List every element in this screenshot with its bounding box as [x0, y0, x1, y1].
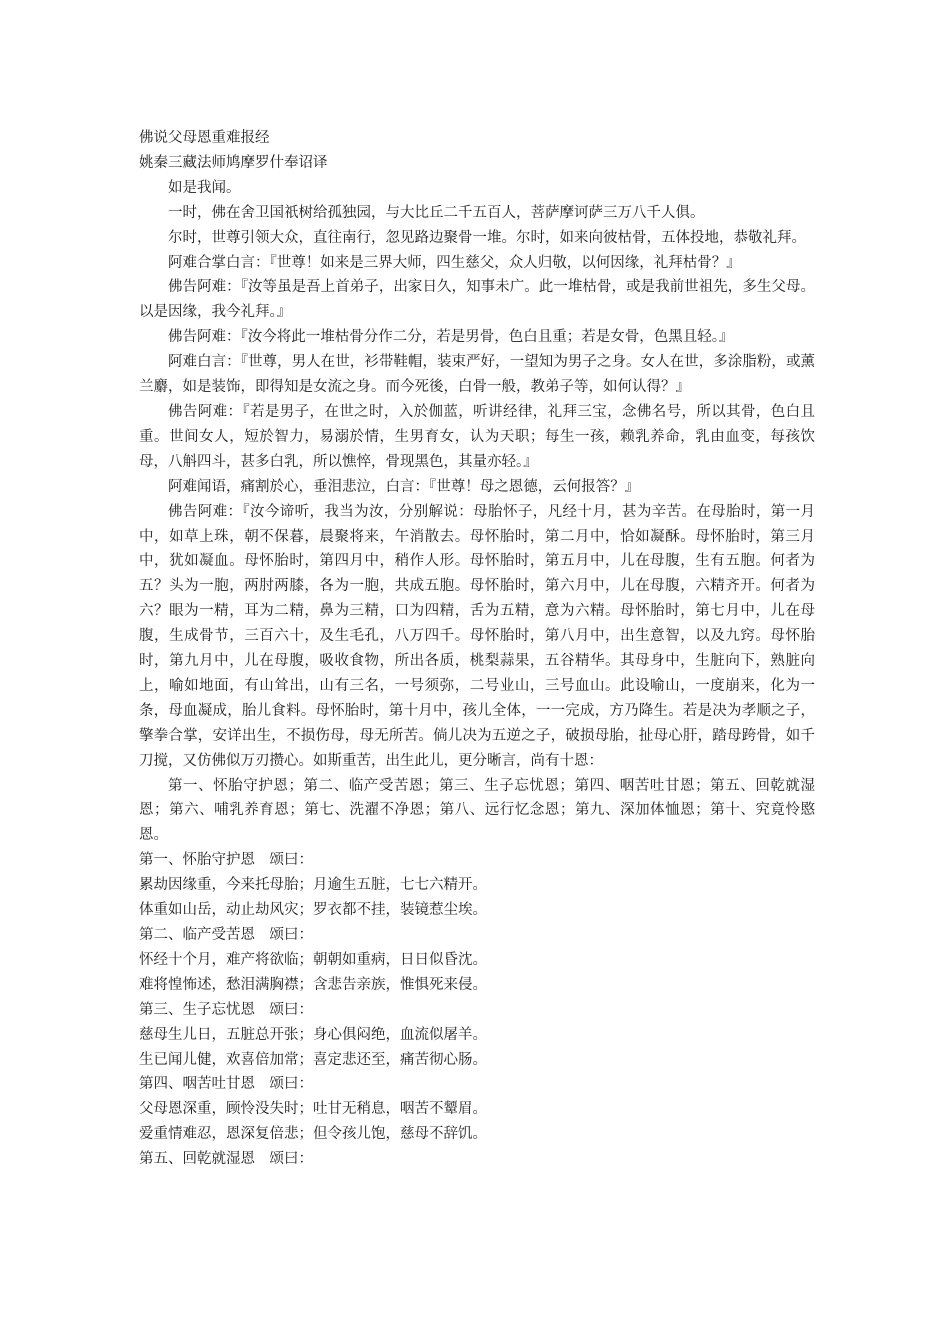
verse-line: 累劫因缘重，今来托母胎；月逾生五脏，七七六精开。: [139, 877, 487, 894]
translator-line: 姚秦三藏法师鸠摩罗什奉诏译: [139, 154, 328, 171]
paragraph: 尔时，世尊引领大众，直往南行，忽见路边聚骨一堆。尔时，如来向彼枯骨，五体投地，恭敬礼拜。: [168, 229, 806, 246]
paragraph: 阿难闻语，痛割於心，垂泪悲泣，白言：『世尊！母之恩德，云何报答？』: [168, 478, 640, 495]
paragraph: 阿难白言：『世尊，男人在世，衫带鞋帽，装束严好，一望知为男子之身。女人在世，多涂脂粉，或薰兰麝，如是装饰，即得知是女流之身。而今死後，白骨一般，教弟子等，如何认得？』: [139, 354, 815, 396]
verse-line: 生已闻儿健，欢喜倍加常；喜定悲还至，痛苦彻心肠。: [139, 1051, 487, 1068]
verse-heading: 第一、怀胎守护恩 颂曰：: [139, 852, 313, 869]
paragraph: 一时，佛在舍卫国祇树给孤独园，与大比丘二千五百人，菩萨摩诃萨三万八千人俱。: [168, 204, 705, 221]
verse-line: 爱重情难忍，恩深复倍悲；但令孩儿饱，慈母不辞饥。: [139, 1126, 487, 1143]
document-title: 佛说父母恩重难报经: [139, 130, 270, 146]
document-page: [139, 126, 815, 1172]
paragraph: 阿难合掌白言：『世尊！如来是三界大师，四生慈父，众人归敬，以何因缘，礼拜枯骨？』: [168, 254, 741, 271]
verse-heading: 第三、生子忘忧恩 颂曰：: [139, 1001, 313, 1018]
verse-heading: 第四、咽苦吐甘恩 颂曰：: [139, 1076, 313, 1093]
paragraph: 佛告阿难：『汝等虽是吾上首弟子，出家日久，知事未广。此一堆枯骨，或是我前世祖先，多生父母。以是因缘，我今礼拜。』: [139, 279, 815, 321]
verse-line: 父母恩深重，顾怜没失时；吐甘无稍息，咽苦不颦眉。: [139, 1101, 487, 1118]
verse-line: 体重如山岳，动止劫风灾；罗衣都不挂，装镜惹尘埃。: [139, 902, 487, 919]
verse-line: 难将惶怖述，愁泪满胸襟；含悲告亲族，惟惧死来侵。: [139, 976, 487, 993]
paragraph: 佛告阿难：『若是男子，在世之时，入於伽蓝，听讲经律，礼拜三宝，念佛名号，所以其骨，色白且重。世间女人，短於智力，易溺於情，生男育女，认为天职；每生一孩，赖乳养命，乳由血变，每孩饮母，八斛四斗，甚多白乳，所以憔悴，骨现黑色，其量亦轻。』: [139, 403, 815, 470]
verse-heading: 第五、回乾就湿恩 颂曰：: [139, 1151, 313, 1168]
paragraph: 如是我闻。: [168, 179, 241, 196]
verse-heading: 第二、临产受苦恩 颂曰：: [139, 927, 313, 943]
verse-line: 怀经十个月，难产将欲临；朝朝如重病，日日似昏沈。: [139, 951, 487, 968]
paragraph: 佛告阿难：『汝今谛听，我当为汝，分别解说：母胎怀子，凡经十月，甚为辛苦。在母胎时，第一月中，如草上珠，朝不保暮，晨聚将来，午消散去。母怀胎时，第二月中，恰如凝酥。母怀胎时，第三月中，犹如凝血。母怀胎时，第四月中，稍作人形。母怀胎时，第五月中，儿在母腹，生有五胞。何者为五？头为一胞，两肘两膝，各为一胞，共成五胞。母怀胎时，第六月中，儿在母腹，六精齐开。何者为六？眼为一精，耳为二精，鼻为三精，口为四精，舌为五精，意为六精。母怀胎时，第七月中，儿在母腹，生成骨节，三百六十，及生毛孔，八万四千。母怀胎时，第八月中，出生意智，以及九窍。母怀胎时，第九月中，儿在母腹，吸收食物，所出各质，桃梨蒜果，五谷精华。其母身中，生脏向下，熟脏向上，喻如地面，有山耸出，山有三名，一号须弥，二号业山，三号血山。此设喻山，一度崩来，化为一条，母血凝成，胎儿食料。母怀胎时，第十月中，孩儿全体，一一完成，方乃降生。若是决为孝顺之子，擎拳合掌，安详出生，不损伤母，母无所苦。倘儿决为五逆之子，破损母胎，扯母心肝，踏母跨骨，如千刀搅，又仿佛似万刃攒心。如斯重苦，出生此儿，更分晰言，尚有十恩：: [139, 503, 815, 769]
paragraph: 第一、怀胎守护恩；第二、临产受苦恩；第三、生子忘忧恩；第四、咽苦吐甘恩；第五、回乾就湿恩；第六、哺乳养育恩；第七、洗濯不净恩；第八、远行忆念恩；第九、深加体恤恩；第十、究竟怜愍恩。: [139, 777, 815, 844]
paragraph: 佛告阿难：『汝今将此一堆枯骨分作二分，若是男骨，色白且重；若是女骨，色黑且轻。』: [168, 329, 734, 346]
verse-line: 慈母生儿日，五脏总开张；身心俱闷绝，血流似屠羊。: [139, 1026, 487, 1043]
